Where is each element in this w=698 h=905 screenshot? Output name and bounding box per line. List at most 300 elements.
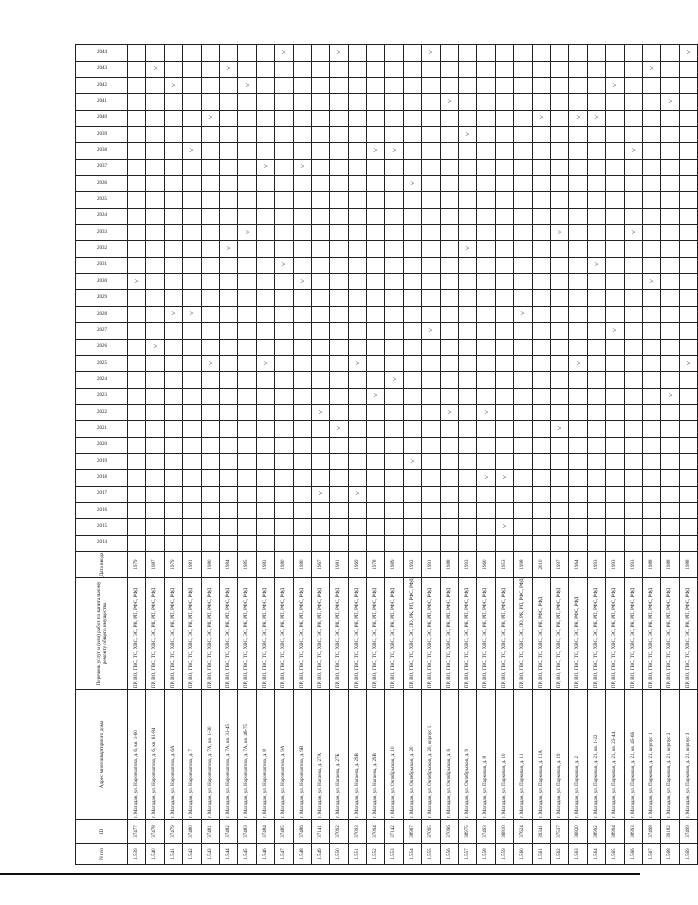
- year-cell-2044: [532, 45, 550, 61]
- year-cell-2024: [219, 372, 237, 388]
- year-cell-2024: [661, 372, 679, 388]
- year-cell-2016: [477, 502, 495, 518]
- row-number: 1.555: [422, 844, 440, 865]
- year-cell-2014: [238, 535, 256, 551]
- year-cell-2022: [219, 404, 237, 420]
- row-id: 37484: [256, 820, 274, 844]
- year-cell-2016: [459, 502, 477, 518]
- row-number: 1.568: [661, 844, 679, 865]
- year-cell-2035: [403, 192, 421, 208]
- year-cell-2035: [293, 192, 311, 208]
- year-cell-2037: [569, 159, 587, 175]
- year-cell-2032: [201, 241, 219, 257]
- year-cell-2022: [293, 404, 311, 420]
- year-cell-2034: [201, 208, 219, 224]
- year-cell-2018: [219, 470, 237, 486]
- year-cell-2031: [642, 257, 660, 273]
- year-cell-2025: [293, 355, 311, 371]
- year-cell-2038: [275, 143, 293, 159]
- year-cell-2021: [403, 421, 421, 437]
- schedule-mark: >: [337, 424, 341, 433]
- year-cell-2030: [385, 274, 403, 290]
- row-address: г. Магадан, ул. Парковая, д. 10: [495, 690, 513, 820]
- year-cell-2022: [275, 404, 293, 420]
- year-cell-2032: [348, 241, 366, 257]
- year-cell-2029: [587, 290, 605, 306]
- schedule-mark: >: [208, 113, 213, 122]
- year-cell-2043: [661, 61, 679, 77]
- year-cell-2031: [275, 257, 293, 273]
- year-cell-2027: [348, 323, 366, 339]
- year-cell-2033: [550, 225, 568, 241]
- row-commission-date: 1982: [256, 552, 274, 578]
- year-cell-2021: [459, 421, 477, 437]
- year-cell-2020: [201, 437, 219, 453]
- header-number: N п/п: [76, 844, 128, 865]
- year-cell-2034: [385, 208, 403, 224]
- year-cell-2028: [550, 306, 568, 322]
- year-cell-2021: [587, 421, 605, 437]
- schedule-mark: >: [355, 489, 360, 498]
- row-address: г. Магадан, ул. Октябрьская, д. 20: [403, 690, 421, 820]
- header-year-2032: [76, 241, 128, 257]
- header-year-label: 2034: [96, 213, 107, 219]
- row-number: 1.542: [183, 844, 201, 865]
- schedule-mark: >: [668, 391, 672, 400]
- year-cell-2044: [146, 45, 164, 61]
- year-cell-2027: [587, 323, 605, 339]
- year-cell-2030: [293, 274, 311, 290]
- year-cell-2038: [256, 143, 274, 159]
- schedule-mark: >: [594, 260, 599, 269]
- year-cell-2037: [128, 159, 146, 175]
- row-number: 1.562: [550, 844, 568, 865]
- year-cell-2016: [606, 502, 624, 518]
- year-cell-2044: [459, 45, 477, 61]
- year-cell-2022: [661, 404, 679, 420]
- year-cell-2025: [440, 355, 458, 371]
- year-cell-2030: [201, 274, 219, 290]
- year-cell-2036: [293, 176, 311, 192]
- year-cell-2035: [495, 192, 513, 208]
- row-address: г. Магадан, ул. Наровчатова, д. 9А: [275, 690, 293, 820]
- year-cell-2038: [477, 143, 495, 159]
- row-commission-date: 1980: [293, 552, 311, 578]
- year-cell-2020: [514, 437, 532, 453]
- year-cell-2020: [164, 437, 182, 453]
- row-id: 37094: [367, 820, 385, 844]
- row-number: 1.549: [311, 844, 329, 865]
- year-cell-2044: [385, 45, 403, 61]
- year-cell-2027: [146, 323, 164, 339]
- year-cell-2031: [606, 257, 624, 273]
- row-works: ПР, ВО, ГВС, ТС, ХВС, ЭС, РК, РП, РФС, РФД: [275, 578, 293, 690]
- year-cell-2044: [256, 45, 274, 61]
- year-cell-2038: [459, 143, 477, 159]
- year-cell-2017: [422, 486, 440, 502]
- schedule-mark: >: [612, 326, 617, 335]
- year-cell-2033: [128, 225, 146, 241]
- year-cell-2024: [330, 372, 348, 388]
- year-cell-2022: [550, 404, 568, 420]
- year-cell-2039: [606, 127, 624, 143]
- year-cell-2029: [477, 290, 495, 306]
- schedule-mark: >: [300, 162, 305, 171]
- year-cell-2041: [348, 94, 366, 110]
- year-cell-2037: [661, 159, 679, 175]
- row-works: ПР, ВО, ГВС, ТС, ХВС, ЭС, РК, РП, РФС, РФД: [422, 578, 440, 690]
- year-cell-2021: [550, 421, 568, 437]
- row-commission-date: 1989: [385, 552, 403, 578]
- year-cell-2038: [661, 143, 679, 159]
- year-cell-2029: [459, 290, 477, 306]
- year-cell-2042: [495, 78, 513, 94]
- year-cell-2024: [238, 372, 256, 388]
- year-cell-2014: [385, 535, 403, 551]
- year-cell-2024: [440, 372, 458, 388]
- year-cell-2040: [219, 110, 237, 126]
- year-cell-2041: [238, 94, 256, 110]
- row-id: 37095: [422, 820, 440, 844]
- year-cell-2028: [642, 306, 660, 322]
- schedule-mark: >: [484, 408, 489, 417]
- year-cell-2036: [495, 176, 513, 192]
- year-cell-2040: [679, 110, 697, 126]
- year-cell-2028: [661, 306, 679, 322]
- year-cell-2028: [514, 306, 532, 322]
- row-commission-date: 1988: [440, 552, 458, 578]
- year-cell-2030: [495, 274, 513, 290]
- schedule-mark: >: [226, 244, 231, 253]
- year-cell-2022: [514, 404, 532, 420]
- year-cell-2034: [128, 208, 146, 224]
- year-cell-2020: [679, 437, 697, 453]
- year-cell-2035: [624, 192, 642, 208]
- year-cell-2021: [146, 421, 164, 437]
- year-cell-2014: [532, 535, 550, 551]
- year-cell-2032: [661, 241, 679, 257]
- row-commission-date: 1985: [238, 552, 256, 578]
- year-cell-2037: [495, 159, 513, 175]
- year-cell-2044: [164, 45, 182, 61]
- year-cell-2027: [532, 323, 550, 339]
- year-cell-2030: [550, 274, 568, 290]
- header-year-2025: [76, 355, 128, 371]
- year-cell-2031: [385, 257, 403, 273]
- row-number: 1.559: [495, 844, 513, 865]
- year-cell-2035: [367, 192, 385, 208]
- year-cell-2039: [367, 127, 385, 143]
- header-id: ID: [76, 820, 128, 844]
- year-cell-2041: [201, 94, 219, 110]
- year-cell-2037: [459, 159, 477, 175]
- year-cell-2041: [164, 94, 182, 110]
- year-cell-2023: [550, 388, 568, 404]
- row-address: г. Магадан, ул. Парковая, д. 21, кв. 23-44: [606, 690, 624, 820]
- year-cell-2031: [495, 257, 513, 273]
- year-cell-2030: [311, 274, 329, 290]
- year-cell-2029: [440, 290, 458, 306]
- row-commission-date: 1988: [661, 552, 679, 578]
- row-address: г. Магадан, ул. Нагаева, д. 27Б: [330, 690, 348, 820]
- table-row: [587, 45, 605, 865]
- year-cell-2018: [256, 470, 274, 486]
- year-cell-2018: [440, 470, 458, 486]
- year-cell-2014: [367, 535, 385, 551]
- year-cell-2033: [164, 225, 182, 241]
- row-id: 37499: [679, 820, 697, 844]
- row-address: г. Магадан, ул. Парковая, д. 11А: [532, 690, 550, 820]
- year-cell-2021: [606, 421, 624, 437]
- year-cell-2025: [679, 355, 697, 371]
- year-cell-2018: [275, 470, 293, 486]
- year-cell-2034: [459, 208, 477, 224]
- year-cell-2020: [348, 437, 366, 453]
- year-cell-2018: [164, 470, 182, 486]
- row-address: г. Магадан, ул. Наровчатова, д. 7: [183, 690, 201, 820]
- year-cell-2021: [385, 421, 403, 437]
- row-works: ПР, ВО, ГВС, ТС, ХВС, ЭС, РК, РП, РФС, РФД: [311, 578, 329, 690]
- header-year-2021: [76, 421, 128, 437]
- year-cell-2014: [606, 535, 624, 551]
- year-cell-2020: [367, 437, 385, 453]
- year-cell-2029: [201, 290, 219, 306]
- year-cell-2017: [275, 486, 293, 502]
- row-works: ПР, ВО, ГВС, ТС, ХВС, ЭС, РК, РП, РФС, РФД: [587, 578, 605, 690]
- year-cell-2022: [569, 404, 587, 420]
- year-cell-2018: [403, 470, 421, 486]
- header-year-2022: [76, 404, 128, 420]
- year-cell-2016: [385, 502, 403, 518]
- year-cell-2038: [219, 143, 237, 159]
- year-cell-2017: [238, 486, 256, 502]
- row-commission-date: 1964: [569, 552, 587, 578]
- year-cell-2030: [275, 274, 293, 290]
- row-commission-date: 1979: [164, 552, 182, 578]
- year-cell-2030: [128, 274, 146, 290]
- year-cell-2042: [219, 78, 237, 94]
- schedule-mark: >: [189, 146, 194, 155]
- schedule-mark: >: [465, 244, 470, 253]
- schedule-mark: >: [189, 310, 194, 319]
- year-cell-2038: [532, 143, 550, 159]
- header-year-2024: [76, 372, 128, 388]
- year-cell-2043: [642, 61, 660, 77]
- year-cell-2043: [275, 61, 293, 77]
- table-row: [422, 45, 440, 865]
- year-cell-2038: [514, 143, 532, 159]
- year-cell-2037: [477, 159, 495, 175]
- year-cell-2017: [477, 486, 495, 502]
- year-cell-2042: [477, 78, 495, 94]
- schedule-mark: >: [668, 97, 672, 106]
- year-cell-2018: [183, 470, 201, 486]
- year-cell-2044: [311, 45, 329, 61]
- header-year-label: 2032: [96, 246, 107, 252]
- year-cell-2029: [624, 290, 642, 306]
- year-cell-2041: [311, 94, 329, 110]
- year-cell-2022: [201, 404, 219, 420]
- year-cell-2019: [624, 453, 642, 469]
- year-cell-2043: [459, 61, 477, 77]
- year-cell-2044: [661, 45, 679, 61]
- year-cell-2033: [385, 225, 403, 241]
- year-cell-2014: [275, 535, 293, 551]
- year-cell-2014: [679, 535, 697, 551]
- year-cell-2024: [275, 372, 293, 388]
- year-cell-2016: [624, 502, 642, 518]
- year-cell-2022: [624, 404, 642, 420]
- year-cell-2037: [422, 159, 440, 175]
- year-cell-2016: [275, 502, 293, 518]
- row-commission-date: 1988: [679, 552, 697, 578]
- header-commission-date: Дата ввода: [76, 552, 128, 578]
- table-row: [367, 45, 385, 865]
- year-cell-2043: [293, 61, 311, 77]
- year-cell-2031: [146, 257, 164, 273]
- year-cell-2019: [477, 453, 495, 469]
- year-cell-2028: [348, 306, 366, 322]
- schedule-mark: >: [484, 473, 489, 482]
- year-cell-2034: [606, 208, 624, 224]
- year-cell-2021: [330, 421, 348, 437]
- year-cell-2027: [219, 323, 237, 339]
- year-cell-2035: [201, 192, 219, 208]
- year-cell-2035: [275, 192, 293, 208]
- year-cell-2035: [679, 192, 697, 208]
- year-cell-2038: [238, 143, 256, 159]
- row-works: ПР, ВО, ГВС, ТС, ХВС, ЭС, РК, РП, РФС, РФД: [495, 578, 513, 690]
- year-cell-2031: [587, 257, 605, 273]
- year-cell-2021: [679, 421, 697, 437]
- year-cell-2035: [348, 192, 366, 208]
- year-cell-2042: [459, 78, 477, 94]
- year-cell-2039: [183, 127, 201, 143]
- year-cell-2031: [330, 257, 348, 273]
- year-cell-2020: [532, 437, 550, 453]
- header-year-label: 2021: [96, 425, 107, 431]
- year-cell-2022: [459, 404, 477, 420]
- row-address: г. Магадан, ул. Нагаева, д. 29В: [348, 690, 366, 820]
- year-cell-2017: [311, 486, 329, 502]
- table-row: [146, 45, 164, 865]
- year-cell-2034: [219, 208, 237, 224]
- header-address: Адрес многоквартирного дома: [76, 690, 128, 820]
- year-cell-2042: [348, 78, 366, 94]
- year-cell-2040: [440, 110, 458, 126]
- year-cell-2035: [606, 192, 624, 208]
- row-works: ПР, ВО, ГВС, ТС, ХВС, ЭС, РК, РП, РФС, РФД: [642, 578, 660, 690]
- year-cell-2035: [311, 192, 329, 208]
- year-cell-2019: [367, 453, 385, 469]
- year-cell-2014: [256, 535, 274, 551]
- year-cell-2014: [661, 535, 679, 551]
- year-cell-2038: [642, 143, 660, 159]
- header-year-2028: [76, 306, 128, 322]
- year-cell-2017: [128, 486, 146, 502]
- year-cell-2027: [642, 323, 660, 339]
- year-cell-2015: [256, 519, 274, 535]
- row-number: 1.551: [348, 844, 366, 865]
- year-cell-2042: [403, 78, 421, 94]
- year-cell-2018: [606, 470, 624, 486]
- year-cell-2033: [661, 225, 679, 241]
- year-cell-2026: [403, 339, 421, 355]
- year-cell-2040: [146, 110, 164, 126]
- row-number: 1.563: [569, 844, 587, 865]
- year-cell-2025: [606, 355, 624, 371]
- year-cell-2028: [238, 306, 256, 322]
- year-cell-2036: [275, 176, 293, 192]
- row-commission-date: 1998: [514, 552, 532, 578]
- year-cell-2030: [164, 274, 182, 290]
- year-cell-2027: [569, 323, 587, 339]
- year-cell-2018: [201, 470, 219, 486]
- year-cell-2024: [459, 372, 477, 388]
- row-id: 38993: [624, 820, 642, 844]
- year-cell-2026: [275, 339, 293, 355]
- row-number: 1.541: [164, 844, 182, 865]
- year-cell-2032: [422, 241, 440, 257]
- year-cell-2037: [550, 159, 568, 175]
- year-cell-2015: [348, 519, 366, 535]
- year-cell-2030: [624, 274, 642, 290]
- year-cell-2026: [569, 339, 587, 355]
- row-works: ПР, ВО, ГВС, ТС, ХВС, ЭС, РК, РП, РФС, РФД: [219, 578, 237, 690]
- year-cell-2026: [146, 339, 164, 355]
- year-cell-2015: [311, 519, 329, 535]
- year-cell-2034: [164, 208, 182, 224]
- year-cell-2035: [661, 192, 679, 208]
- row-address: г. Магадан, ул. Октябрьская, д. 6: [440, 690, 458, 820]
- year-cell-2031: [477, 257, 495, 273]
- row-address: г. Магадан, ул. Наровчатова, д. 6, кв. 61-84: [146, 690, 164, 820]
- year-cell-2027: [183, 323, 201, 339]
- year-cell-2018: [311, 470, 329, 486]
- year-cell-2037: [256, 159, 274, 175]
- year-cell-2038: [587, 143, 605, 159]
- row-number: 1.556: [440, 844, 458, 865]
- year-cell-2043: [495, 61, 513, 77]
- year-cell-2041: [569, 94, 587, 110]
- year-cell-2040: [293, 110, 311, 126]
- row-address: г. Магадан, ул. Парковая, д. 21, корпус 1: [642, 690, 660, 820]
- year-cell-2023: [256, 388, 274, 404]
- year-cell-2022: [183, 404, 201, 420]
- footer-rule: [0, 873, 640, 875]
- row-id: 38975: [459, 820, 477, 844]
- year-cell-2018: [679, 470, 697, 486]
- year-cell-2042: [311, 78, 329, 94]
- year-cell-2019: [422, 453, 440, 469]
- row-commission-date: 1991: [422, 552, 440, 578]
- year-cell-2032: [238, 241, 256, 257]
- year-cell-2030: [606, 274, 624, 290]
- year-cell-2025: [550, 355, 568, 371]
- year-cell-2034: [514, 208, 532, 224]
- schedule-mark: >: [447, 97, 452, 106]
- schedule-mark: >: [502, 522, 507, 531]
- year-cell-2044: [293, 45, 311, 61]
- row-number: 1.565: [606, 844, 624, 865]
- year-cell-2043: [624, 61, 642, 77]
- schedule-mark: >: [649, 64, 654, 73]
- schedule-mark: >: [428, 48, 433, 57]
- year-cell-2028: [367, 306, 385, 322]
- year-cell-2014: [311, 535, 329, 551]
- year-cell-2026: [514, 339, 532, 355]
- schedule-mark: >: [576, 359, 581, 368]
